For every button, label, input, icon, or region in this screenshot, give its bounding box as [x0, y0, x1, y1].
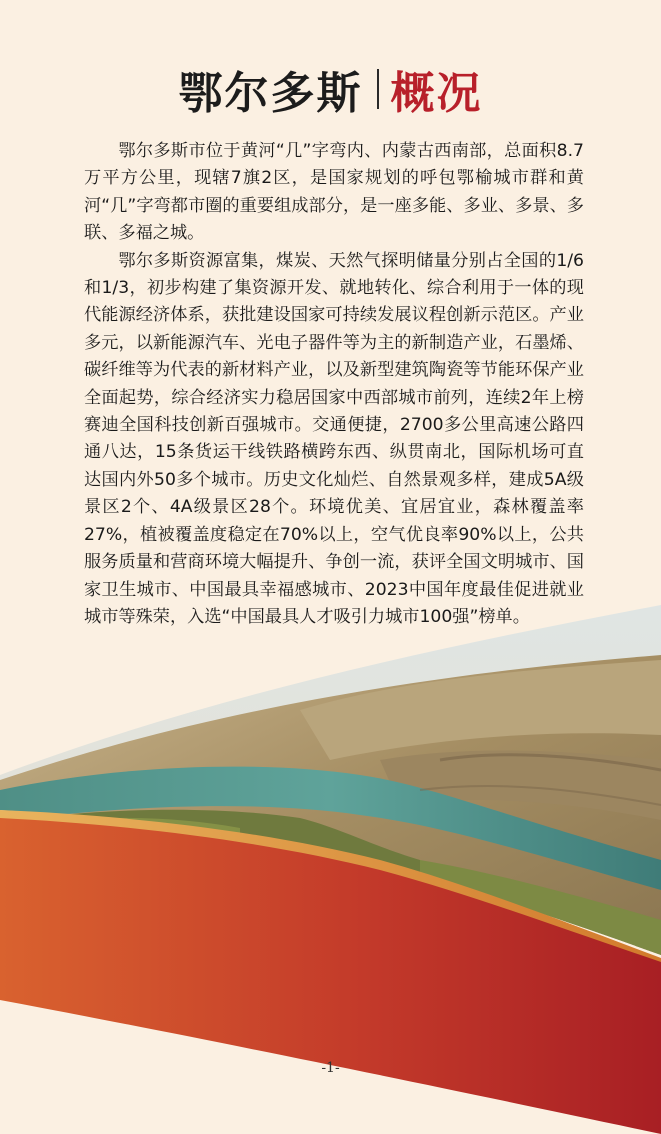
page-title: 鄂尔多斯	[178, 68, 363, 119]
page-number: -1-	[321, 1060, 340, 1076]
page-subtitle: 概况	[390, 68, 483, 119]
title-divider	[377, 69, 379, 109]
paragraph-intro: 鄂尔多斯市位于黄河“几”字弯内、内蒙古西南部，总面积8.7万平方公里，现辖7旗2区，是国家规划的呼包鄂榆城市群和黄河“几”字弯都市圈的重要组成部分，是一座多能、多业、多景、多联、多福之城。	[84, 141, 584, 244]
paragraph-resources: 鄂尔多斯资源富集，煤炭、天然气探明储量分别占全国的1/6和1/3，初步构建了集资源开发、就地转化、综合利用于一体的现代能源经济体系，获批建设国家可持续发展议程创新示范区。产业多元，以新能源汽车、光电子器件等为主的新制造产业，石墨烯、碳纤维等为代表的新材料产业，以及新型建筑陶瓷等节能环保产业全面起势，综合经济实力稳居国家中西部城市前列，连续2年上榜赛迪全国科技创新百强城市。交通便捷，2700多公里高速公路四通八达，15条货运干线铁路横跨东西、纵贯南北，国际机场可直达国内外50多个城市。历史文化灿烂、自然景观多样，建成5A级景区2个、4A级景区28个。环境优美、宜居宜业，森林覆盖率27%，植被覆盖度稳定在70%以上，空气优良率90%以上，公共服务质量和营商环境大幅提升、争创一流，获评全国文明城市、国家卫生城市、中国最具幸福感城市、2023中国年度最佳促进就业城市等殊荣，入选“中国最具人才吸引力城市100强”榜单。	[84, 250, 584, 627]
landscape-illustration	[0, 560, 661, 1134]
overview-text	[84, 138, 584, 631]
page-header	[0, 58, 661, 120]
